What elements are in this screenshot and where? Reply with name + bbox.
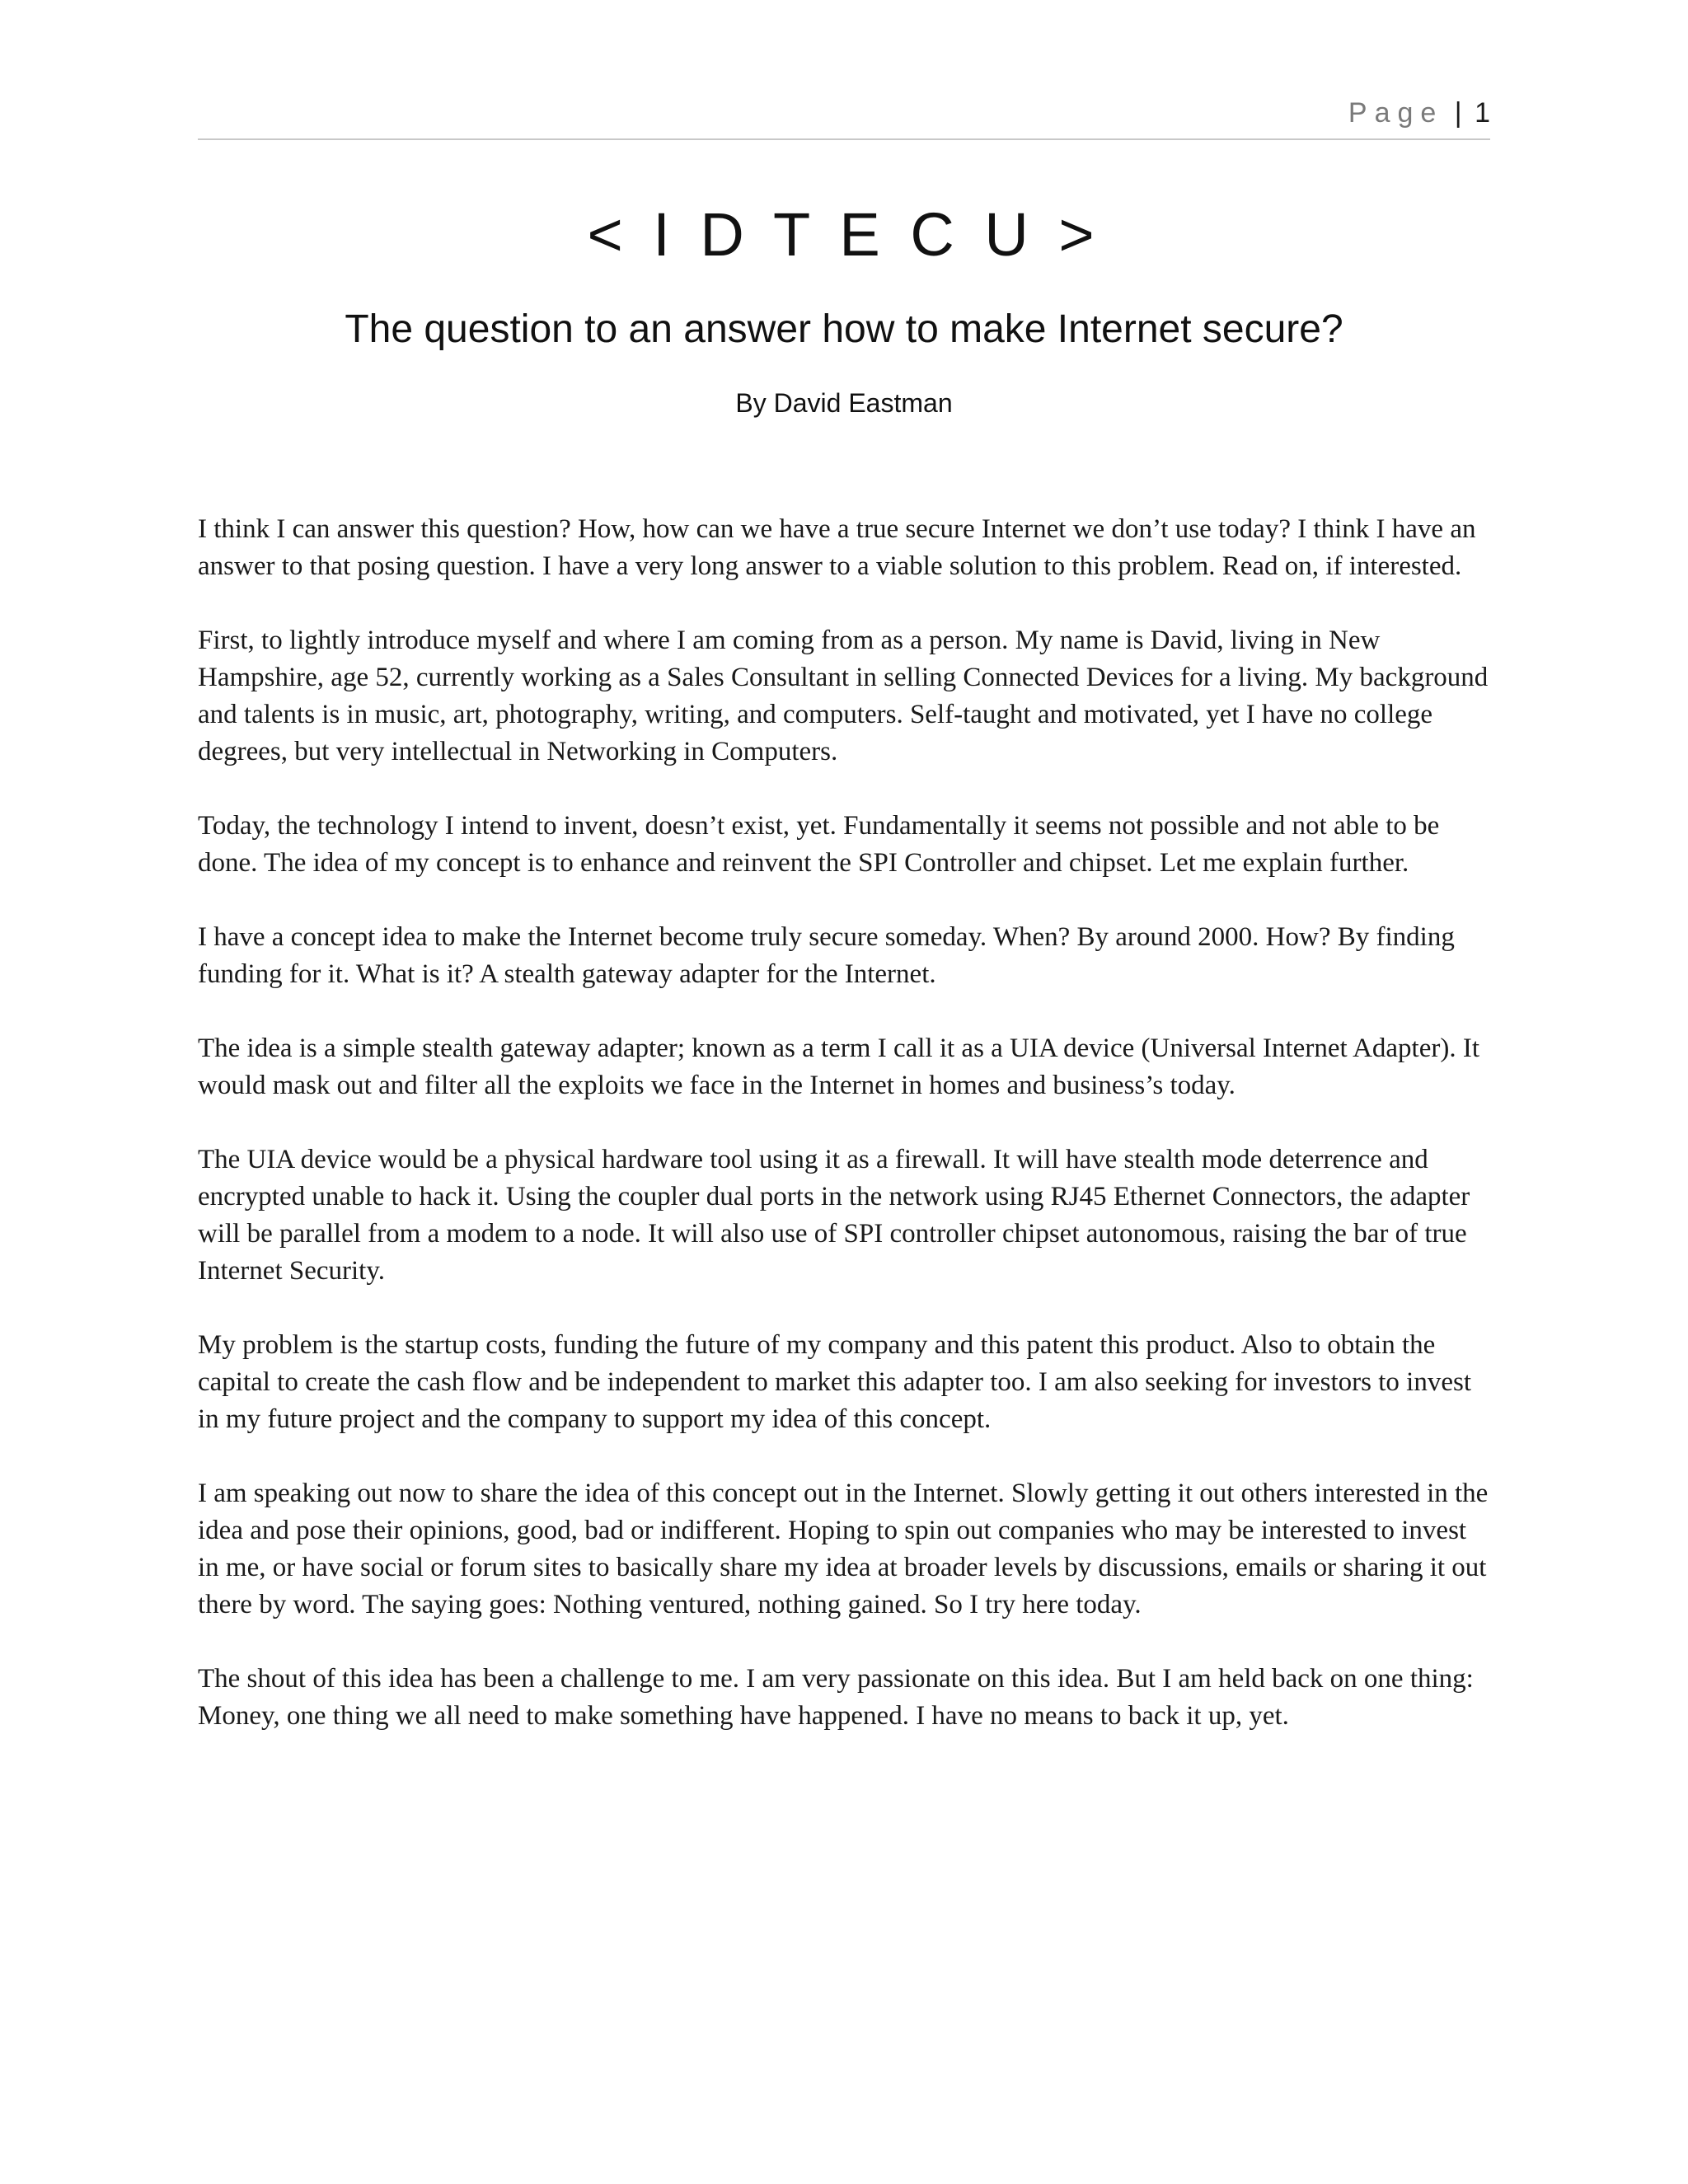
paragraph: My problem is the startup costs, funding the future of my company and this patent this product. Also to obtain the capital to create the cash flow and be independent to market this adapter too. I am also seeking for investors to invest in my future project and the company to support my idea of this concept. [198,1330,1472,1434]
paragraph: The UIA device would be a physical hardware tool using it as a firewall. It will have stealth mode deterrence and encrypted unable to hack it. Using the coupler dual ports in the network using RJ45 Ethernet Connectors, the adapter will be parallel from a modem to a node. It will also use of SPI controller chipset autonomous, raising the bar of true Internet Security. [198,1145,1470,1286]
paragraph: The shout of this idea has been a challenge to me. I am very passionate on this idea. But I am held back on one thing: Money, one thing we all need to make something have happened. I have no means to back it up, yet. [198,1664,1474,1731]
paragraph: I am speaking out now to share the idea of this concept out in the Internet. Slowly getting it out others interested in the idea and pose their opinions, good, bad or indifferent. Hoping to spin out companies who may be interested to invest in me, or have social or forum sites to basically share my idea at broader levels by discussions, emails or sharing it out there by word. The saying goes: Nothing ventured, nothing gained. So I try here today. [198,1479,1489,1619]
paragraph: I think I can answer this question? How, how can we have a true secure Internet we don’t use today? I think I have an answer to that posing question. I have a very long answer to a viable solution to this problem. Read on, if interested. [198,514,1476,581]
paragraph: Today, the technology I intend to invent, doesn’t exist, yet. Fundamentally it seems not possible and not able to be done. The idea of my concept is to enhance and reinvent the SPI Controller and chipset. Let me explain further. [198,811,1440,878]
document-author: By David Eastman [735,388,953,418]
document-title: < I D T E C U > [587,200,1101,269]
document-body [198,511,1493,1772]
paragraph: The idea is a simple stealth gateway adapter; known as a term I call it as a UIA device (Universal Internet Adapter). It would mask out and filter all the exploits we face in the Internet in homes and business’s today. [198,1033,1479,1100]
paragraph: I have a concept idea to make the Internet become truly secure someday. When? By around 2000. How? By finding funding for it. What is it? A stealth gateway adapter for the Internet. [198,922,1455,989]
page-label: Page [1348,97,1444,129]
document-subtitle: The question to an answer how to make Internet secure? [345,307,1343,351]
page-separator: | [1454,97,1462,129]
paragraph: First, to lightly introduce myself and where I am coming from as a person. My name is David, living in New Hampshire, age 52, currently working as a Sales Consultant in selling Connected Devices for a living. My background and talents is in music, art, photography, writing, and computers. Self-taught and motivated, yet I have no college degrees, but very intellectual in Networking in Computers. [198,626,1489,766]
page-header [198,97,1490,140]
page-number: 1 [1475,97,1490,129]
